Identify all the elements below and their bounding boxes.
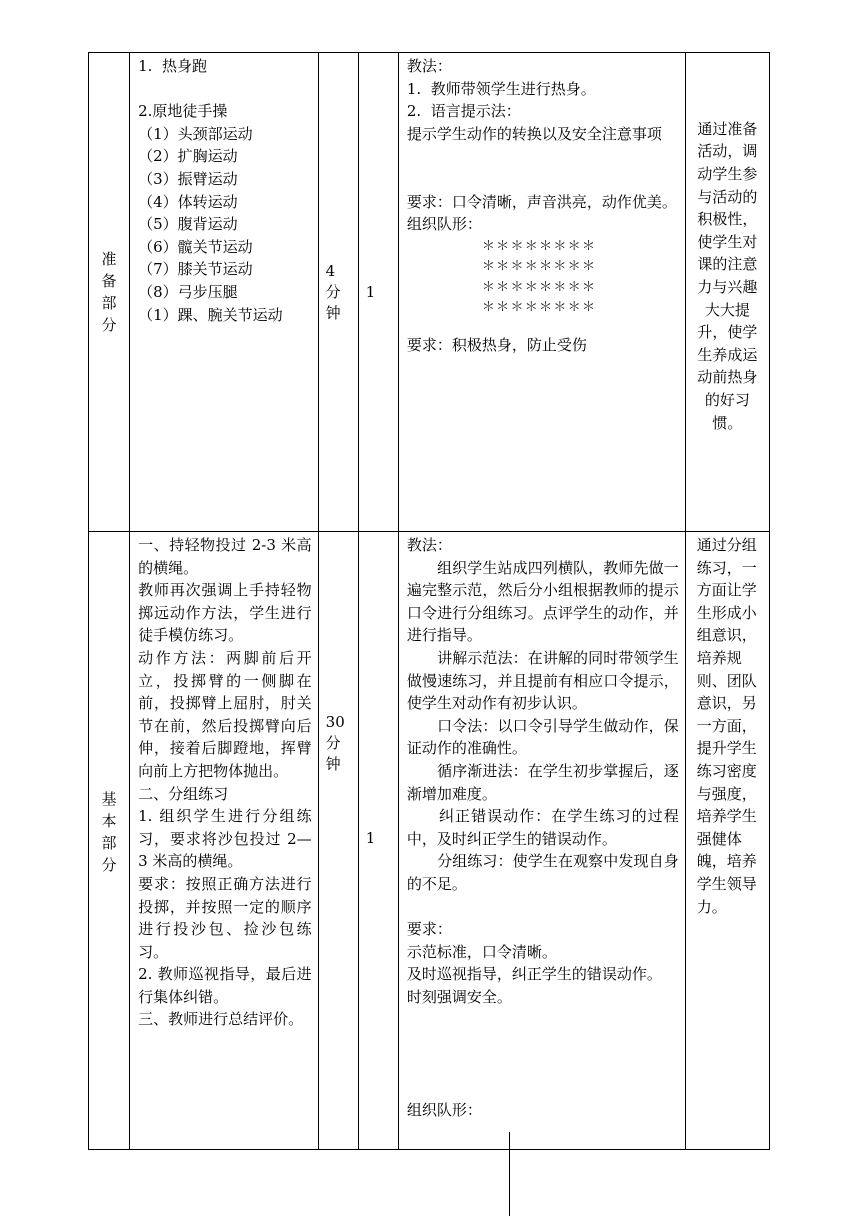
formation-row: ＊＊＊＊＊＊＊＊ [481,279,597,295]
duration-cell [318,53,358,532]
formation-row: ＊＊＊＊＊＊＊＊ [481,299,597,315]
count-cell [358,53,398,532]
count: 1 [365,282,376,301]
warmup-content: 1. 热身跑 2.原地徒手操 （1）头颈部运动 （2）扩胸运动 （3）振臂运动 （4）体转运动 （5）腹背运动 （6）髋关节运动 （7）膝关节运动 （8）弓步压腿 （1）踝、腕关节运动 [138,57,283,324]
content-cell [130,53,319,532]
formation-diagram [399,236,685,333]
warmup-method: 教法： 1. 教师带领学生进行热身。 2. 语言提示法： 提示学生动作的转换以及安全注意事项 要求：口令清晰，声音洪亮，动作优美。 组织队形： [406,57,677,234]
main-content: 一、持轻物投过 2-3 米高的横绳。 教师再次强调上手持轻物掷远动作方法，学生进行徒手模仿练习。 动作方法：两脚前后开立，投掷臂的一侧脚在前，投掷臂上屈肘，肘关节在前，然后投掷臂向后伸，接着后脚蹬地，挥臂向前上方把物体抛出。 二、分组练习 1. 组织学生进行分组练习，要求将沙包投过 2—3 米高的横绳。 要求：按照正确方法进行投掷，并按照一定的顺序进行投沙包、捡沙包练习。 2. 教师巡视指导，最后进行集体纠错。 三、教师进行总结评价。 [138,536,312,1029]
table-row-main [89,532,770,1150]
section-label: 准备部分 [101,250,117,334]
formation-row: ＊＊＊＊＊＊＊＊ [481,238,597,254]
purpose-cell [685,53,769,532]
section-cell [89,53,130,532]
duration: 30 分 钟 [325,713,345,773]
main-method: 教法： 组织学生站成四列横队，教师先做一遍完整示范，然后分小组根据教师的提示口令进行分组练习。点评学生的动作，并进行指导。 讲解示范法：在讲解的同时带领学生做慢速练习，并且提前有相应口令提示，使学生对动作有初步认识。 口令法：以口令引导学生做动作，保证动作的准确性。 循序渐进法：在学生初步掌握后，逐渐增加难度。 纠正错误动作：在学生练习的过程中，及时纠正学生的错误动作。 分组练习：使学生在观察中发现自身的不足。 要求： 示范标准，口令清晰。 及时巡视指导，纠正学生的错误动作。 时刻强调安全。 组织队形： [406,536,679,1119]
lesson-plan-table [88,52,770,1150]
duration: 4 分 钟 [325,261,341,322]
method-cell [398,53,685,532]
content-cell [130,532,319,1150]
section-label: 基本部分 [101,789,117,874]
table-row-warmup [89,53,770,532]
method-cell [398,532,685,1150]
formation-row: ＊＊＊＊＊＊＊＊ [481,259,597,275]
formation-line [509,1132,510,1216]
warmup-requirement: 要求：积极热身，防止受伤 [406,336,587,355]
count: 1 [365,829,376,847]
count-cell [358,532,398,1150]
duration-cell [318,532,358,1150]
section-cell [89,532,130,1150]
warmup-purpose: 通过准备 活动，调 动学生参 与活动的 积极性， 使学生对 课的注意 力与兴趣 大大提 升，使学 生养成运 动前热身 的好习 惯。 [697,119,758,432]
purpose-cell [685,532,769,1150]
main-purpose: 通过分组练习，一方面让学生形成小组意识，培养规则、团队意识，另一方面，提升学生练习密度与强度，培养学生强健体魄，培养学生领导力。 [696,536,757,916]
